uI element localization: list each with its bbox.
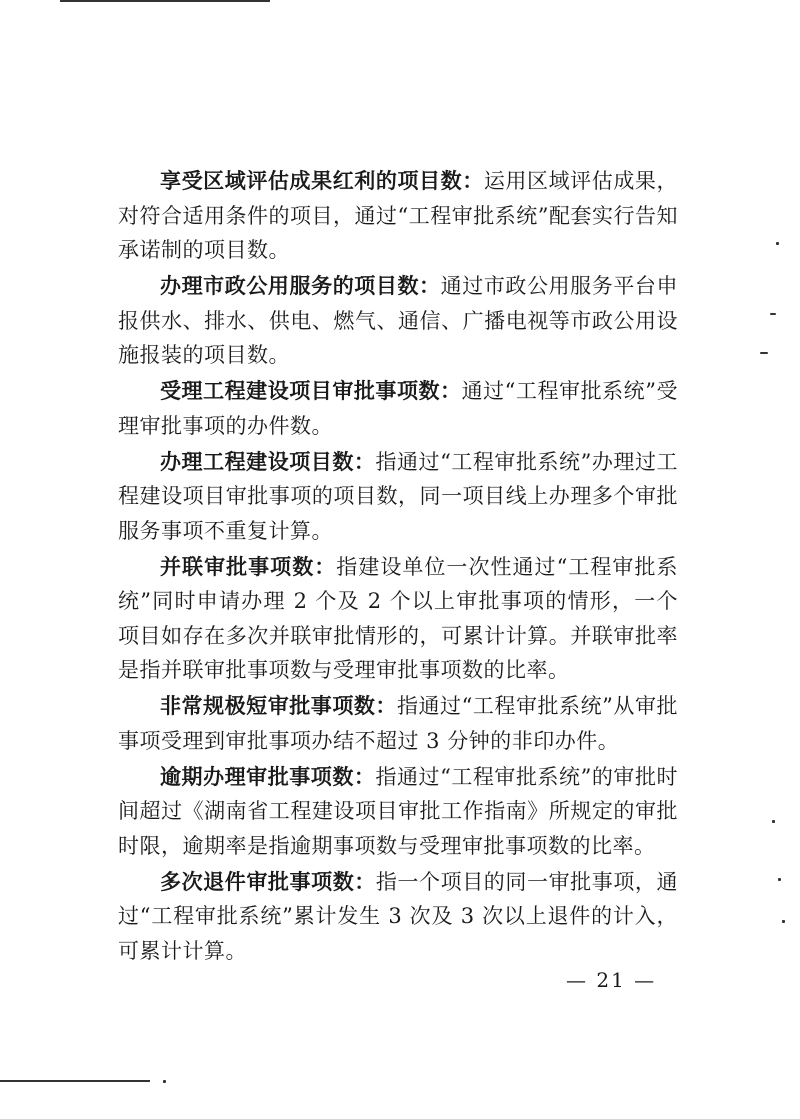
top-rule — [60, 0, 270, 2]
term-label: 受理工程建设项目审批事项数： — [160, 379, 462, 403]
page-number: — 21 — — [566, 968, 657, 992]
term-definition: 通过市政公用服务平台申报供水、排水、供电、燃气、通信、广播电视等市政公用设施报装的项目数。 — [118, 274, 679, 367]
term-definition: 指建设单位一次性通过“工程审批系统”同时申请办理 2 个及 2 个以上审批事项的情形，一个项目如存在多次并联审批情形的，可累计计算。并联审批率是指并联审批事项数与受理审批事项数的比率。 — [118, 554, 678, 682]
term-label: 办理工程建设项目数： — [160, 449, 376, 474]
term-definition: 指通过“工程审批系统”的审批时间超过《湖南省工程建设项目审批工作指南》所规定的审批时限，逾期率是指逾期事项数与受理审批事项数的比率。 — [118, 764, 679, 858]
scan-speck — [772, 820, 775, 823]
paragraph-handled-projects — [118, 445, 678, 549]
scan-speck — [770, 313, 776, 315]
scan-speck — [163, 1080, 166, 1083]
term-label: 非常规极短审批事项数： — [160, 694, 397, 718]
term-definition: 通过“工程审批系统”受理审批事项的办件数。 — [118, 379, 678, 438]
paragraph-short-approval — [118, 689, 678, 758]
scan-speck — [760, 352, 768, 354]
term-definition: 指通过“工程审批系统”办理过工程建设项目审批事项的项目数，同一项目线上办理多个审批服务事项不重复计算。 — [118, 449, 679, 543]
paragraph-overdue-approval — [118, 760, 678, 864]
paragraph-parallel-approval — [118, 550, 678, 688]
term-label: 享受区域评估成果红利的项目数： — [160, 169, 484, 193]
document-body — [118, 164, 678, 970]
scan-speck — [782, 920, 785, 923]
term-definition: 指一个项目的同一审批事项，通过“工程审批系统”累计发生 3 次及 3 次以上退件的计入，可累计计算。 — [118, 869, 679, 963]
scan-speck — [778, 878, 781, 881]
term-label: 办理市政公用服务的项目数： — [160, 274, 441, 298]
term-label: 逾期办理审批事项数： — [160, 764, 376, 789]
paragraph-accepted-items — [118, 374, 678, 443]
term-label: 多次退件审批事项数： — [160, 869, 376, 894]
bottom-rule — [0, 1080, 150, 1082]
paragraph-multiple-returns — [118, 865, 678, 969]
paragraph-regional-assessment — [118, 164, 678, 268]
scan-speck — [776, 242, 779, 245]
term-definition: 运用区域评估成果，对符合适用条件的项目，通过“工程审批系统”配套实行告知承诺制的项目数。 — [118, 169, 679, 262]
term-definition: 指通过“工程审批系统”从审批事项受理到审批事项办结不超过 3 分钟的非印办件。 — [118, 694, 678, 753]
term-label: 并联审批事项数： — [160, 554, 337, 579]
paragraph-municipal-service — [118, 269, 678, 373]
